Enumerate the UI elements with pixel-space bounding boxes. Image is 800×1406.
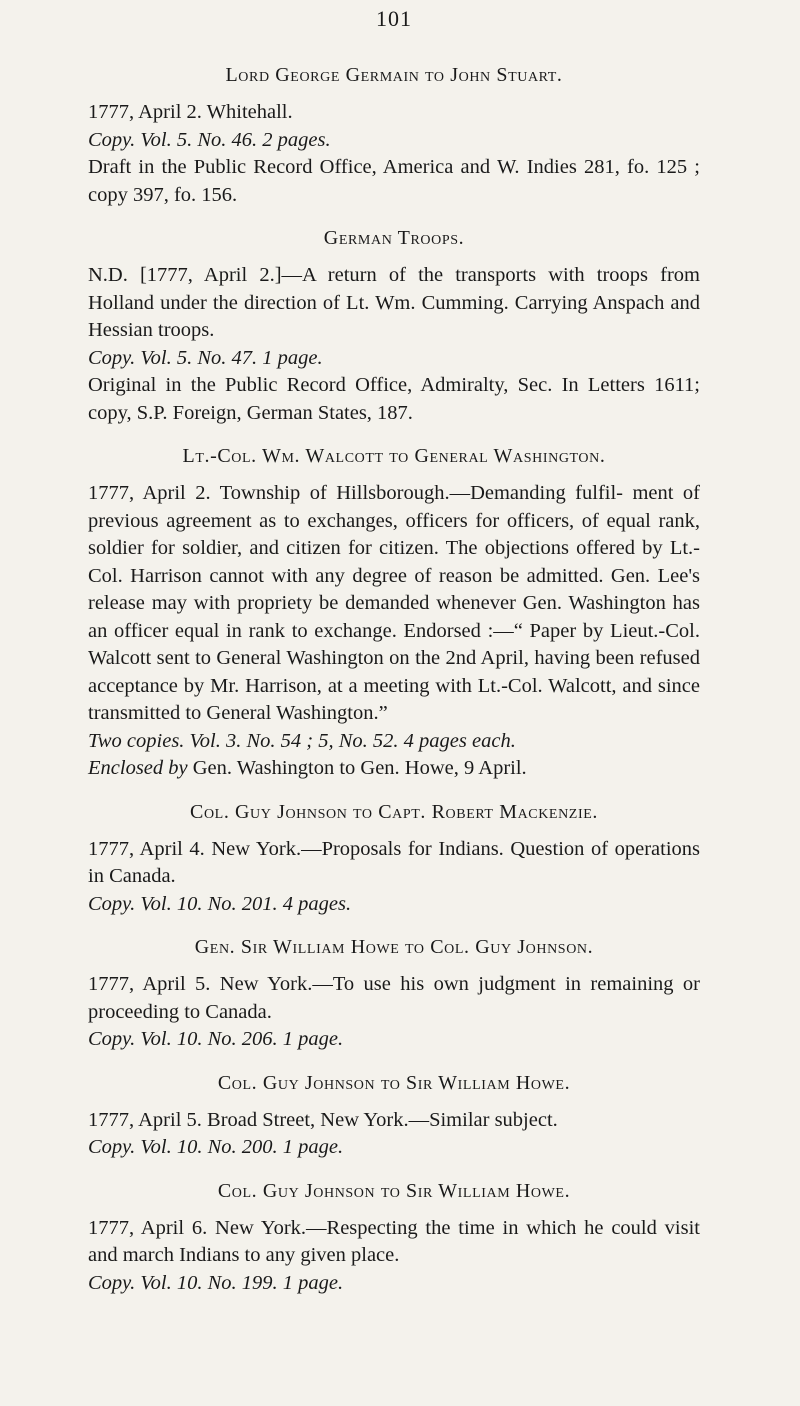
page-number: 101 [376, 6, 412, 31]
copy-reference [88, 345, 700, 373]
record-note: Draft in the Public Record Office, America and W. Indies 281, fo. 125 ; copy 397, fo. 156. [88, 156, 700, 206]
entry-heading: Lord George Germain to John Stuart. [225, 64, 563, 86]
copy-reference [88, 891, 700, 919]
copy-reference-text: Copy. Vol. 10. No. 200. 1 page. [88, 1136, 344, 1158]
copy-reference [88, 1026, 700, 1054]
copy-reference [88, 1134, 700, 1162]
entry-german-troops [88, 227, 700, 427]
entry-summary: N.D. [1777, April 2.]—A return of the transports with troops from Holland under the direction of Lt. Wm. Cumming. Carrying Anspach and Hessian troops. [88, 264, 700, 341]
copy-reference-text: Copy. Vol. 10. No. 206. 1 page. [88, 1028, 344, 1050]
entry-heading: Col. Guy Johnson to Sir William Howe. [217, 1071, 571, 1094]
copy-reference-text: Two copies. Vol. 3. No. 54 ; 5, No. 52. 4 pages each. [88, 729, 516, 752]
entry-germain-stuart [88, 64, 700, 209]
entry-johnson-mackenzie [88, 801, 700, 919]
copy-reference [88, 1270, 700, 1298]
enclosure-label: Enclosed by [88, 757, 188, 779]
entry-howe-johnson [88, 936, 700, 1054]
entry-summary: 1777, April 2. Township of Hillsborough.—Demanding fulfil- ment of previous agreement as to exchanges, officers for officers, of equal rank, soldier for soldier, and citizen for citizen. The objections offered by Lt.-Col. Harrison cannot with any degree of reason be admitted. Gen. Lee's release may with propriety be demanded whenever Gen. Washington has an officer equal in rank to exchange. Endorsed :—“ Paper by Lieut.-Col. Walcott sent to General Washington on the 2nd April, having been refused acceptance by Mr. Harrison, at a meeting with Lt.-Col. Walcott, and since transmitted to General Washington.” [88, 482, 700, 724]
enclosure-detail: Gen. Washington to Gen. Howe, 9 April. [192, 757, 527, 779]
copy-reference [88, 127, 700, 155]
copy-reference-text: Copy. Vol. 5. No. 46. 2 pages. [88, 128, 331, 151]
entry-heading: Gen. Sir William Howe to Col. Guy Johnson. [194, 936, 594, 958]
entry-johnson-howe-2 [88, 1180, 700, 1298]
copy-reference-text: Copy. Vol. 10. No. 201. 4 pages. [88, 892, 352, 915]
entry-heading: German Troops. [323, 227, 465, 249]
entry-heading: Lt.-Col. Wm. Walcott to General Washington. [182, 445, 606, 467]
entry-date-place: 1777, April 2. Whitehall. [88, 101, 293, 123]
entry-summary: 1777, April 5. Broad Street, New York.—Similar subject. [88, 1108, 558, 1131]
enclosure-note [88, 755, 700, 783]
entry-summary: 1777, April 5. New York.—To use his own judgment in remaining or proceeding to Canada. [88, 973, 700, 1023]
entry-summary: 1777, April 6. New York.—Respecting the time in which he could visit and march Indians to any given place. [88, 1216, 700, 1266]
entry-summary: 1777, April 4. New York.—Proposals for Indians. Question of operations in Canada. [88, 837, 700, 887]
record-note: Original in the Public Record Office, Admiralty, Sec. In Letters 1611; copy, S.P. Foreign, German States, 187. [88, 374, 700, 424]
copy-reference-text: Copy. Vol. 5. No. 47. 1 page. [88, 346, 323, 369]
entry-johnson-howe-1 [88, 1072, 700, 1162]
copy-reference-text: Copy. Vol. 10. No. 199. 1 page. [88, 1271, 344, 1294]
copy-reference [88, 728, 700, 756]
entry-walcott-washington [88, 445, 700, 783]
entry-heading: Col. Guy Johnson to Sir William Howe. [217, 1179, 571, 1202]
entry-heading: Col. Guy Johnson to Capt. Robert Mackenzie. [190, 800, 598, 823]
